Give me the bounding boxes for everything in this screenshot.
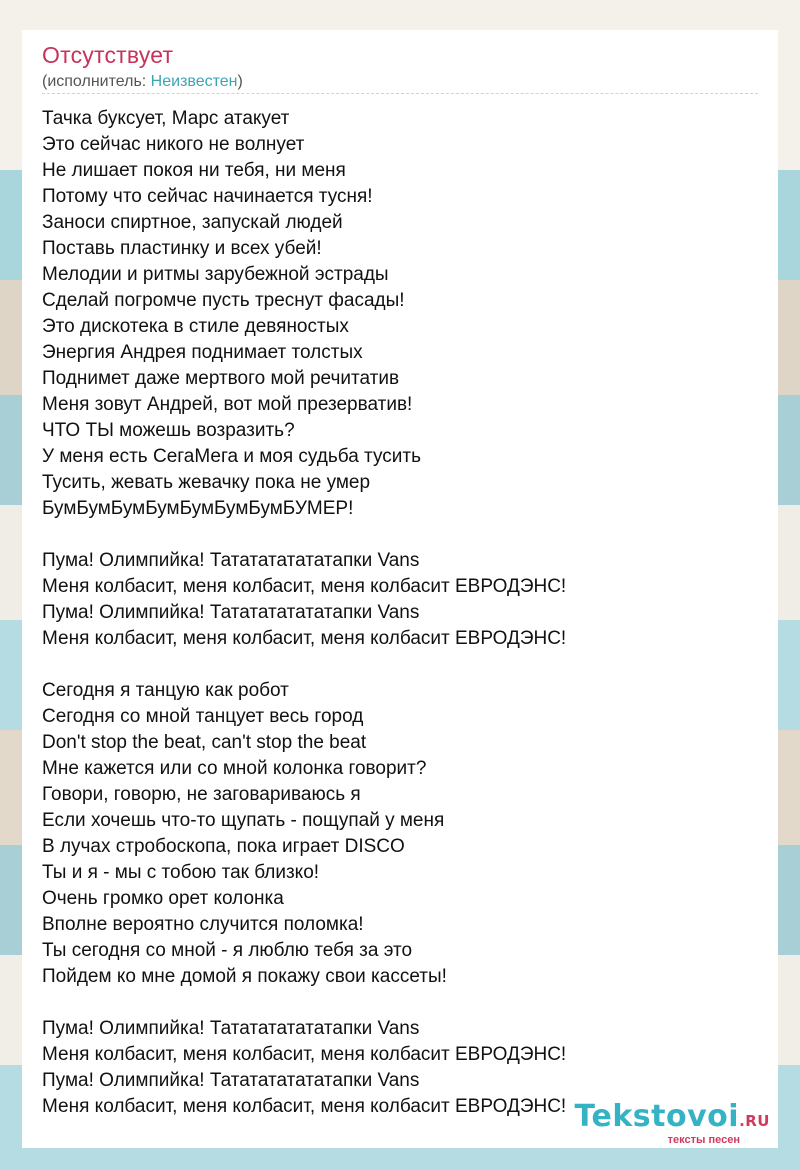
lyric-line: Очень громко орет колонка <box>42 888 284 909</box>
lyric-line: Если хочешь что-то щупать - пощупай у меня <box>42 810 445 831</box>
lyric-line: Меня зовут Андрей, вот мой презерватив! <box>42 394 413 415</box>
lyric-line: Пума! Олимпийка! Тататататататапки Vans <box>42 602 420 623</box>
lyric-line: В лучах стробоскопа, пока играет DISCO <box>42 836 405 857</box>
lyric-line: БумБумБумБумБумБумБумБУМЕР! <box>42 498 354 519</box>
lyric-line: Говори, говорю, не заговариваюсь я <box>42 784 361 805</box>
lyric-line: ЧТО ТЫ можешь возразить? <box>42 420 295 441</box>
song-title: Отсутствует <box>42 42 174 68</box>
lyric-line: Пума! Олимпийка! Тататататататапки Vans <box>42 1018 420 1039</box>
logo-tagline: тексты песен <box>667 1134 740 1146</box>
lyric-line: Заноси спиртное, запускай людей <box>42 212 343 233</box>
lyric-line: Энергия Андрея поднимает толстых <box>42 342 363 363</box>
lyric-line: У меня есть СегаМега и моя судьба тусить <box>42 446 421 467</box>
lyric-line: Пойдем ко мне домой я покажу свои кассеты! <box>42 966 447 987</box>
lyric-line: Don't stop the beat, can't stop the beat <box>42 732 367 753</box>
lyric-line: Поднимет даже мертвого мой речитатив <box>42 368 400 389</box>
lyric-blank-line <box>42 652 566 678</box>
lyric-line: Поставь пластинку и всех убей! <box>42 238 322 259</box>
artist-line <box>42 73 243 91</box>
lyric-line: Пума! Олимпийка! Тататататататапки Vans <box>42 550 420 571</box>
lyric-blank-line <box>42 522 566 548</box>
lyric-line: Мелодии и ритмы зарубежной эстрады <box>42 264 389 285</box>
artist-link[interactable]: Неизвестен <box>150 73 238 90</box>
lyric-line: Вполне вероятно случится поломка! <box>42 914 364 935</box>
site-logo[interactable] <box>574 1099 770 1146</box>
lyric-line: Ты и я - мы с тобою так близко! <box>42 862 320 883</box>
lyric-line: Меня колбасит, меня колбасит, меня колбасит ЕВРОДЭНС! <box>42 1044 567 1065</box>
lyrics-body <box>42 106 566 1120</box>
logo-text: Tekstovoi <box>574 1099 740 1134</box>
lyric-line: Тачка буксует, Марс атакует <box>42 108 290 129</box>
artist-suffix: ) <box>237 73 243 90</box>
lyric-line: Это сейчас никого не волнует <box>42 134 305 155</box>
lyric-line: Меня колбасит, меня колбасит, меня колбасит ЕВРОДЭНС! <box>42 1096 567 1117</box>
logo-tld: .RU <box>739 1112 770 1130</box>
lyric-line: Меня колбасит, меня колбасит, меня колбасит ЕВРОДЭНС! <box>42 628 567 649</box>
lyric-line: Это дискотека в стиле девяностых <box>42 316 349 337</box>
lyric-line: Сегодня со мной танцует весь город <box>42 706 364 727</box>
artist-prefix: (исполнитель: <box>42 73 151 90</box>
header-divider <box>42 93 758 94</box>
lyric-line: Сделай погромче пусть треснут фасады! <box>42 290 405 311</box>
lyric-line: Ты сегодня со мной - я люблю тебя за это <box>42 940 413 961</box>
lyrics-card <box>22 30 778 1148</box>
lyric-line: Мне кажется или со мной колонка говорит? <box>42 758 427 779</box>
lyric-line: Сегодня я танцую как робот <box>42 680 289 701</box>
lyric-line: Потому что сейчас начинается тусня! <box>42 186 373 207</box>
lyric-line: Тусить, жевать жевачку пока не умер <box>42 472 371 493</box>
lyric-line: Меня колбасит, меня колбасит, меня колбасит ЕВРОДЭНС! <box>42 576 567 597</box>
lyric-line: Пума! Олимпийка! Тататататататапки Vans <box>42 1070 420 1091</box>
lyric-line: Не лишает покоя ни тебя, ни меня <box>42 160 346 181</box>
lyric-blank-line <box>42 990 566 1016</box>
